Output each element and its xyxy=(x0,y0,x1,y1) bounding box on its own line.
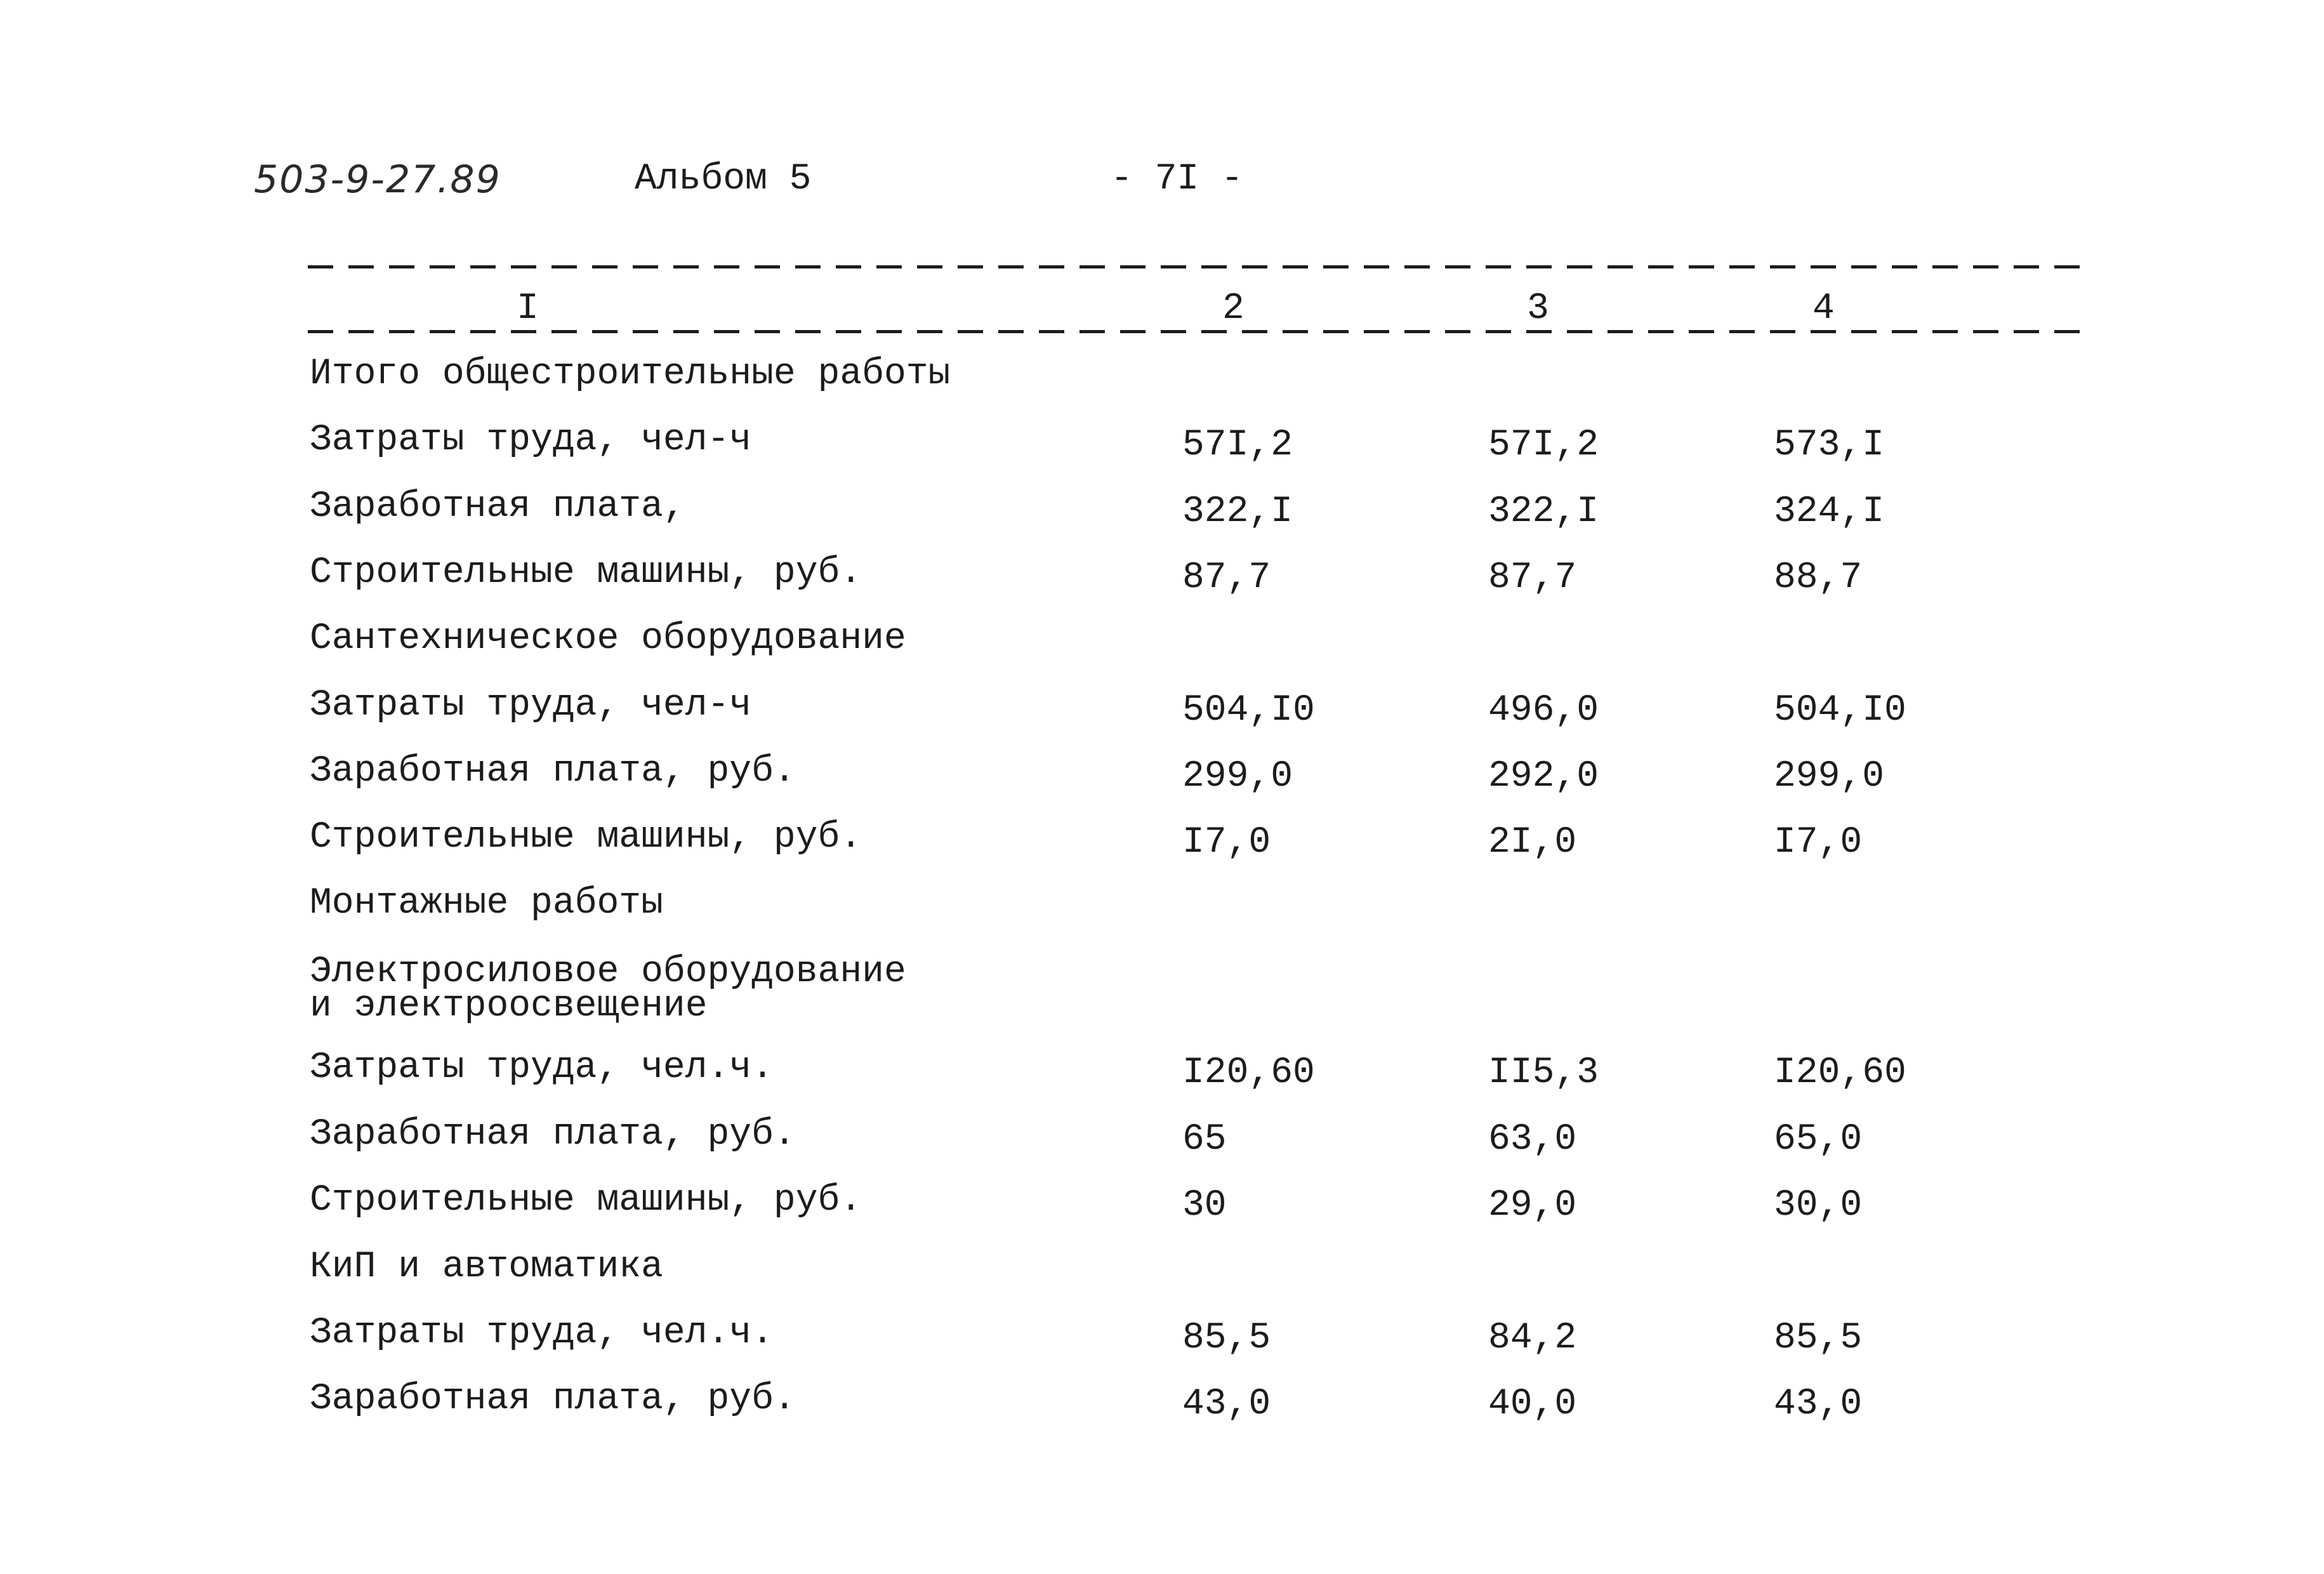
row-label: Заработная плата, руб. xyxy=(310,751,796,792)
value-col-4: 324,I xyxy=(1774,491,1885,532)
value-col-3: 292,0 xyxy=(1488,756,1599,797)
document-code: 503-9-27.89 xyxy=(254,157,501,202)
column-header-2: 2 xyxy=(1218,287,1248,331)
row-label: Затраты труда, чел.ч. xyxy=(310,1313,774,1354)
row-label: Затраты труда, чел-ч xyxy=(310,420,752,461)
column-header-1: I xyxy=(513,287,543,331)
value-col-3: II5,3 xyxy=(1488,1052,1599,1094)
value-col-4: 573,I xyxy=(1774,425,1885,466)
column-header-4: 4 xyxy=(1809,287,1839,331)
table-row xyxy=(0,486,2324,541)
row-label: Заработная плата, руб. xyxy=(310,1379,796,1420)
value-col-2: 85,5 xyxy=(1182,1318,1271,1359)
row-label: Итого общестроительные работы xyxy=(310,354,951,395)
value-col-4: 85,5 xyxy=(1774,1318,1863,1359)
value-col-2: 504,I0 xyxy=(1182,690,1315,731)
value-col-4: 65,0 xyxy=(1774,1119,1863,1160)
value-col-4: 30,0 xyxy=(1774,1185,1863,1226)
value-col-2: I20,60 xyxy=(1182,1052,1315,1094)
value-col-3: 2I,0 xyxy=(1488,822,1577,863)
table-row xyxy=(0,751,2324,805)
row-label: Монтажные работы xyxy=(310,883,663,924)
table-row xyxy=(0,1114,2324,1168)
table-row xyxy=(0,817,2324,871)
value-col-2: 57I,2 xyxy=(1182,425,1293,466)
table-row xyxy=(0,552,2324,607)
table-row xyxy=(0,1247,2324,1301)
value-col-4: 88,7 xyxy=(1774,557,1863,599)
table-row xyxy=(0,420,2324,474)
value-col-3: 496,0 xyxy=(1488,690,1599,731)
value-col-2: 299,0 xyxy=(1182,756,1293,797)
table-row xyxy=(0,951,2324,1027)
row-label: Заработная плата, руб. xyxy=(310,1114,796,1155)
table-row xyxy=(0,354,2324,408)
value-col-3: 322,I xyxy=(1488,491,1599,532)
table-row xyxy=(0,1379,2324,1433)
value-col-4: I20,60 xyxy=(1774,1052,1906,1094)
table-row xyxy=(0,1313,2324,1367)
table-row xyxy=(0,883,2324,937)
row-label: Затраты труда, чел-ч xyxy=(310,685,752,726)
row-label: Строительные машины, руб. xyxy=(310,817,862,858)
value-col-3: 29,0 xyxy=(1488,1185,1577,1226)
row-label: КиП и автоматика xyxy=(310,1247,663,1288)
table-row xyxy=(0,618,2324,673)
row-label: Строительные машины, руб. xyxy=(310,1180,862,1221)
value-col-4: I7,0 xyxy=(1774,822,1863,863)
value-col-4: 299,0 xyxy=(1774,756,1885,797)
value-col-3: 57I,2 xyxy=(1488,425,1599,466)
value-col-2: 65 xyxy=(1182,1119,1227,1160)
value-col-2: I7,0 xyxy=(1182,822,1271,863)
row-label: Затраты труда, чел.ч. xyxy=(310,1047,774,1088)
value-col-3: 40,0 xyxy=(1488,1384,1577,1425)
value-col-2: 87,7 xyxy=(1182,557,1271,599)
row-label: Заработная плата, xyxy=(310,486,685,527)
table-top-divider xyxy=(308,265,2085,268)
page-number: - 7I - xyxy=(1111,159,1243,200)
value-col-2: 43,0 xyxy=(1182,1384,1271,1425)
row-label: Строительные машины, руб. xyxy=(310,552,862,593)
table-header-divider xyxy=(308,330,2085,333)
album-label: Альбом 5 xyxy=(635,159,812,200)
table-row xyxy=(0,1180,2324,1234)
value-col-3: 84,2 xyxy=(1488,1318,1577,1359)
value-col-2: 30 xyxy=(1182,1185,1227,1226)
value-col-3: 87,7 xyxy=(1488,557,1577,599)
column-header-3: 3 xyxy=(1523,287,1553,331)
table-row xyxy=(0,685,2324,739)
value-col-3: 63,0 xyxy=(1488,1119,1577,1160)
row-label: Электросиловое оборудование и электроосвещение xyxy=(310,951,906,1027)
table-row xyxy=(0,1047,2324,1102)
row-label: Сантехническое оборудование xyxy=(310,618,906,659)
value-col-4: 504,I0 xyxy=(1774,690,1906,731)
value-col-4: 43,0 xyxy=(1774,1384,1863,1425)
value-col-2: 322,I xyxy=(1182,491,1293,532)
